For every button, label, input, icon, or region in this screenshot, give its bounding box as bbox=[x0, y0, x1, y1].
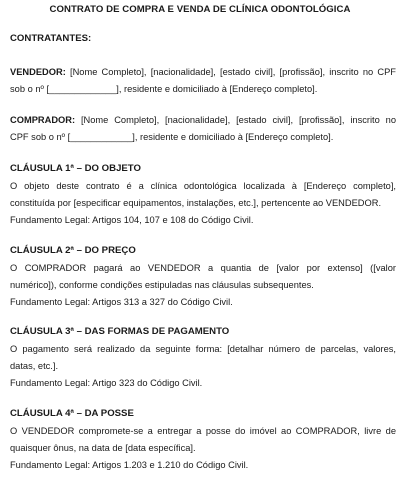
document-title: CONTRATO DE COMPRA E VENDA DE CLÍNICA ODONTOLÓGICA bbox=[49, 4, 351, 15]
parties-heading: CONTRATANTES: bbox=[10, 33, 92, 44]
clause-2-body bbox=[10, 260, 396, 294]
seller-text-2: sob o nº [_____________], residente e domiciliado à [Endereço completo]. bbox=[10, 84, 318, 94]
clause-2-heading: CLÁUSULA 2ª – DO PREÇO bbox=[10, 245, 136, 256]
clause-3-legal-basis: Fundamento Legal: Artigo 323 do Código Civil. bbox=[10, 378, 203, 388]
clause-1-line-1: O objeto deste contrato é a clínica odontológica localizada à [Endereço completo], bbox=[10, 181, 396, 191]
clause-4 bbox=[10, 408, 396, 474]
seller-label: VENDEDOR: bbox=[10, 67, 66, 77]
clause-4-line-1: O VENDEDOR compromete-se a entregar a posse do imóvel ao COMPRADOR, livre de bbox=[10, 426, 396, 436]
clause-3 bbox=[10, 326, 396, 392]
buyer-text-1: [Nome Completo], [nacionalidade], [estado civil], [profissão], inscrito no bbox=[75, 115, 396, 125]
buyer-paragraph bbox=[10, 112, 396, 146]
clause-4-line-2: quaisquer ônus, na data de [data específica]. bbox=[10, 443, 196, 453]
clause-2 bbox=[10, 245, 396, 311]
seller-paragraph bbox=[10, 64, 396, 98]
clause-4-legal-basis: Fundamento Legal: Artigos 1.203 e 1.210 do Código Civil. bbox=[10, 460, 249, 470]
clause-1-line-2: constituída por [especificar equipamentos, instalações, etc.], pertencente ao VENDEDOR. bbox=[10, 198, 382, 208]
buyer-label: COMPRADOR: bbox=[10, 115, 76, 125]
clause-3-line-1: O pagamento será realizado da seguinte forma: [detalhar número de parcelas, valores, bbox=[10, 344, 396, 354]
clause-1-legal-basis: Fundamento Legal: Artigos 104, 107 e 108 do Código Civil. bbox=[10, 215, 254, 225]
clause-2-legal-basis: Fundamento Legal: Artigos 313 a 327 do Código Civil. bbox=[10, 297, 233, 307]
seller-text-1: [Nome Completo], [nacionalidade], [estado civil], [profissão], inscrito no CPF bbox=[65, 67, 396, 77]
clause-2-line-2: numérico]), conforme condições estipuladas nas cláusulas subsequentes. bbox=[10, 280, 314, 290]
clause-1-body bbox=[10, 178, 396, 212]
clause-3-body bbox=[10, 341, 396, 375]
seller-line-1 bbox=[10, 64, 396, 81]
clause-4-heading: CLÁUSULA 4ª – DA POSSE bbox=[10, 408, 134, 419]
clause-1 bbox=[10, 163, 396, 229]
buyer-text-2: CPF sob o nº [____________], residente e domiciliado à [Endereço completo]. bbox=[10, 132, 334, 142]
clause-3-heading: CLÁUSULA 3ª – DAS FORMAS DE PAGAMENTO bbox=[10, 326, 230, 337]
clause-4-body bbox=[10, 423, 396, 457]
clause-2-line-1: O COMPRADOR pagará ao VENDEDOR a quantia de [valor por extenso] ([valor bbox=[10, 263, 396, 273]
buyer-line-1 bbox=[10, 112, 396, 129]
clause-3-line-2: datas, etc.]. bbox=[10, 361, 59, 371]
clause-1-heading: CLÁUSULA 1ª – DO OBJETO bbox=[10, 163, 141, 174]
